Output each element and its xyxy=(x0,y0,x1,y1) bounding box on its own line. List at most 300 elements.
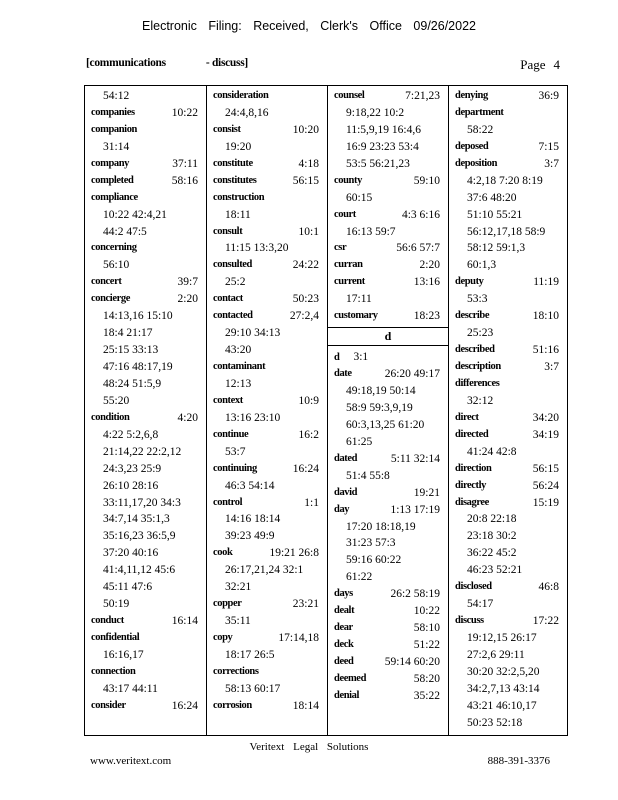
index-continuation xyxy=(213,342,327,359)
index-continuation xyxy=(455,562,567,579)
page-line-references: 37:11 xyxy=(172,157,198,170)
page-line-references: 11:19 xyxy=(533,276,559,289)
page-line-references: 41:24 42:8 xyxy=(467,445,517,458)
index-term: constitute xyxy=(213,157,253,169)
index-entry xyxy=(334,688,448,705)
page-line-references: 43:17 44:11 xyxy=(103,682,158,695)
page-line-references: 46:3 54:14 xyxy=(225,479,275,492)
page-line-references: 19:20 xyxy=(225,140,252,153)
index-term: description xyxy=(455,361,501,372)
index-entry xyxy=(334,274,448,291)
page-line-references: 24:4,8,16 xyxy=(225,106,269,119)
page-line-references: 30:20 32:2,5,20 xyxy=(467,665,540,678)
index-term: corrosion xyxy=(213,699,252,711)
page-line-references: 56:15 xyxy=(292,174,319,187)
index-entry xyxy=(334,637,448,654)
index-term: david xyxy=(334,486,358,498)
index-continuation xyxy=(91,427,206,444)
page-line-references: 17:22 xyxy=(532,615,559,628)
index-continuation xyxy=(455,664,567,681)
index-term: dealt xyxy=(334,605,355,617)
page-line-references: 58:22 xyxy=(467,123,494,136)
page-line-references: 37:20 40:16 xyxy=(103,547,159,560)
index-continuation xyxy=(213,444,327,461)
index-entry xyxy=(91,613,206,630)
index-entry xyxy=(91,240,206,257)
page-line-references: 26:2 58:19 xyxy=(390,588,440,601)
page-line-references: 26:10 28:16 xyxy=(103,479,159,492)
page-line-references: 25:2 xyxy=(225,276,246,289)
page-line-references: 59:10 xyxy=(413,174,440,187)
index-term: constitutes xyxy=(213,174,257,186)
index-continuation xyxy=(455,444,567,461)
index-term: concert xyxy=(91,276,122,288)
page-line-references: 53:5 56:21,23 xyxy=(346,157,410,170)
page-line-references: 56:12,17,18 58:9 xyxy=(467,225,546,238)
index-continuation xyxy=(334,400,448,417)
index-continuation xyxy=(213,681,327,698)
page-line-references: 35:11 xyxy=(225,615,251,628)
index-term: deposed xyxy=(455,140,489,152)
page-line-references: 56:6 57:7 xyxy=(396,242,440,255)
page-line-references: 32:21 xyxy=(225,581,252,594)
index-term: direct xyxy=(455,411,479,423)
index-entry xyxy=(334,257,448,274)
index-entry xyxy=(455,613,567,630)
index-term: condition xyxy=(91,411,130,423)
index-entry xyxy=(334,502,448,519)
page-line-references: 58:13 60:17 xyxy=(225,682,281,695)
page-line-references: 34:7,14 35:1,3 xyxy=(103,513,170,526)
index-term: d xyxy=(334,352,340,364)
index-term: deputy xyxy=(455,276,484,288)
index-term: csr xyxy=(334,242,347,254)
index-term: directed xyxy=(455,428,489,440)
index-continuation xyxy=(455,190,567,207)
index-entry xyxy=(91,105,206,122)
index-entry xyxy=(91,274,206,291)
index-entry xyxy=(455,105,567,122)
index-entry xyxy=(213,596,327,613)
page-line-references: 59:14 60:20 xyxy=(384,656,440,668)
index-continuation xyxy=(213,105,327,122)
index-term: denial xyxy=(334,689,360,701)
page-line-references: 51:10 55:21 xyxy=(467,208,523,221)
page-line-references: 17:20 18:18,19 xyxy=(346,520,416,533)
index-entry xyxy=(213,461,327,478)
page-line-references: 24:22 xyxy=(292,259,319,272)
index-entry xyxy=(334,207,448,224)
index-continuation xyxy=(91,478,206,495)
index-term: deed xyxy=(334,656,354,667)
page-line-references: 12:13 xyxy=(225,377,252,390)
index-term: concerning xyxy=(91,242,137,254)
index-term: contact xyxy=(213,293,243,305)
index-continuation xyxy=(334,105,448,122)
index-term: concierge xyxy=(91,293,130,305)
index-continuation xyxy=(334,434,448,451)
page-line-references: 3:7 xyxy=(544,361,559,373)
page-line-references: 10:22 xyxy=(171,106,198,119)
index-continuation xyxy=(213,579,327,596)
index-entry xyxy=(455,359,567,376)
page-line-references: 43:21 46:10,17 xyxy=(467,699,537,712)
index-continuation xyxy=(455,257,567,274)
page-line-references: 27:2,6 29:11 xyxy=(467,648,525,661)
index-continuation xyxy=(334,190,448,207)
index-continuation xyxy=(455,715,567,732)
index-entry xyxy=(213,156,327,173)
range-end: - discuss] xyxy=(205,57,248,69)
index-continuation xyxy=(455,681,567,698)
index-term: copper xyxy=(213,598,242,610)
index-term: directly xyxy=(455,479,487,491)
index-entry xyxy=(213,630,327,647)
index-entry xyxy=(91,698,206,715)
index-continuation xyxy=(334,139,448,156)
index-continuation xyxy=(91,376,206,393)
page-line-references: 18:23 xyxy=(413,310,440,323)
page-line-references: 15:19 xyxy=(532,496,559,509)
page-line-references: 18:17 26:5 xyxy=(225,648,275,661)
index-entry xyxy=(334,240,448,257)
index-continuation xyxy=(213,139,327,156)
page-line-references: 50:23 52:18 xyxy=(467,716,523,729)
page-line-references: 14:13,16 15:10 xyxy=(103,310,173,323)
page-line-references: 50:19 xyxy=(103,598,130,611)
index-column-4 xyxy=(448,86,567,735)
index-term: continuing xyxy=(213,462,257,474)
page-line-references: 39:7 xyxy=(177,276,198,289)
page-line-references: 7:15 xyxy=(538,140,559,153)
page-line-references: 16:9 23:23 53:4 xyxy=(346,140,419,153)
index-entry xyxy=(455,308,567,325)
page-line-references: 61:22 xyxy=(346,571,373,584)
page-line-references: 49:18,19 50:14 xyxy=(346,385,416,397)
page-line-references: 34:19 xyxy=(532,428,559,441)
page-line-references: 60:1,3 xyxy=(467,259,497,272)
page-line-references: 23:21 xyxy=(292,598,319,611)
page-line-references: 60:3,13,25 61:20 xyxy=(346,418,425,431)
page-line-references: 18:4 21:17 xyxy=(103,327,153,340)
page-line-references: 13:16 23:10 xyxy=(225,411,281,424)
page-line-references: 31:23 57:3 xyxy=(346,537,396,550)
page-line-references: 10:9 xyxy=(298,394,319,407)
page-line-references: 44:2 47:5 xyxy=(103,225,147,238)
index-entry xyxy=(455,342,567,359)
index-continuation xyxy=(91,139,206,156)
index-term: described xyxy=(455,344,495,356)
filing-stamp: Electronic Filing: Received, Clerk's Office 09/26/2022 xyxy=(142,19,476,33)
page-line-references: 33:11,17,20 34:3 xyxy=(103,496,181,509)
page-line-references: 46:23 52:21 xyxy=(467,564,523,577)
index-term: consist xyxy=(213,123,241,135)
index-term: court xyxy=(334,208,356,220)
index-entry xyxy=(455,88,567,105)
page-line-references: 18:11 xyxy=(225,208,251,221)
page-line-references: 19:12,15 26:17 xyxy=(467,632,537,644)
page-line-references: 56:10 xyxy=(103,259,130,272)
page-line-references: 26:20 49:17 xyxy=(384,368,440,381)
index-continuation xyxy=(334,156,448,173)
page-line-references: 17:14,18 xyxy=(278,632,319,644)
page-line-references: 18:10 xyxy=(532,310,559,323)
page-line-references: 5:11 32:14 xyxy=(390,452,440,465)
index-term: day xyxy=(334,503,350,515)
page-line-references: 11:5,9,19 16:4,6 xyxy=(346,123,421,136)
page-line-references: 4:18 xyxy=(298,157,319,170)
page-line-references: 16:24 xyxy=(292,462,319,475)
page-line-references: 4:2,18 7:20 8:19 xyxy=(467,174,543,187)
page-line-references: 61:25 xyxy=(346,435,373,448)
page-line-references: 51:16 xyxy=(532,344,559,357)
index-continuation xyxy=(213,478,327,495)
index-term: dear xyxy=(334,622,353,634)
page-line-references: 16:2 xyxy=(298,428,319,441)
page-line-references: 58:12 59:1,3 xyxy=(467,242,526,255)
index-continuation xyxy=(91,342,206,359)
index-term: corrections xyxy=(213,665,259,677)
index-continuation xyxy=(91,308,206,325)
index-entry xyxy=(91,630,206,647)
index-entry xyxy=(334,485,448,502)
index-term: differences xyxy=(455,377,500,389)
footer-company: Veritext Legal Solutions xyxy=(249,741,369,753)
page-line-references: 58:16 xyxy=(171,174,198,187)
page-line-references: 13:16 xyxy=(413,276,440,289)
page-line-references: 36:22 45:2 xyxy=(467,547,517,560)
index-entry xyxy=(213,698,327,715)
index-entry xyxy=(455,478,567,495)
index-term: contaminant xyxy=(213,361,266,372)
index-continuation xyxy=(334,519,448,536)
index-entry xyxy=(213,257,327,274)
page-line-references: 10:1 xyxy=(298,225,319,238)
index-term: disclosed xyxy=(455,581,492,593)
footer-website: www.veritext.com xyxy=(90,755,172,767)
index-continuation xyxy=(455,596,567,613)
index-continuation xyxy=(334,224,448,241)
index-continuation xyxy=(91,461,206,478)
index-entry xyxy=(91,291,206,308)
index-continuation xyxy=(455,173,567,190)
index-entry xyxy=(213,224,327,241)
index-entry xyxy=(213,190,327,207)
page-line-references: 31:14 xyxy=(103,140,130,153)
index-term: county xyxy=(334,174,362,186)
index-entry xyxy=(455,495,567,512)
index-continuation xyxy=(334,468,448,485)
index-term: curran xyxy=(334,259,363,271)
index-entry xyxy=(91,410,206,427)
page-line-references: 1:1 xyxy=(304,496,319,509)
page-line-references: 51:4 55:8 xyxy=(346,469,390,482)
index-term: continue xyxy=(213,428,249,440)
index-term: consult xyxy=(213,225,243,237)
page-line-references: 48:24 51:5,9 xyxy=(103,377,162,390)
index-term: confidential xyxy=(91,632,140,643)
index-term: connection xyxy=(91,665,136,677)
page-line-references: 60:15 xyxy=(346,191,373,204)
page-line-references: 19:21 26:8 xyxy=(269,547,319,560)
page-line-references: 32:12 xyxy=(467,394,494,407)
index-term: company xyxy=(91,157,130,169)
index-term: cook xyxy=(213,547,233,559)
index-term: conduct xyxy=(91,615,124,627)
page-line-references: 54:12 xyxy=(103,90,130,102)
index-term: deposition xyxy=(455,157,498,169)
page-line-references: 17:11 xyxy=(346,293,372,306)
page-line-references: 16:16,17 xyxy=(103,648,144,661)
page-line-references: 51:22 xyxy=(413,639,440,652)
page-line-references: 59:16 60:22 xyxy=(346,554,402,567)
index-continuation xyxy=(213,647,327,664)
index-continuation xyxy=(213,207,327,224)
index-continuation xyxy=(455,528,567,545)
page-line-references: 47:16 48:17,19 xyxy=(103,361,173,373)
index-range xyxy=(86,57,248,69)
index-entry xyxy=(213,308,327,325)
index-entry xyxy=(213,664,327,681)
index-continuation xyxy=(213,274,327,291)
index-entry xyxy=(213,427,327,444)
index-entry xyxy=(334,654,448,671)
page-line-references: 35:22 xyxy=(413,689,440,702)
index-entry xyxy=(91,190,206,207)
page-line-references: 39:23 49:9 xyxy=(225,530,275,543)
page-line-references: 16:14 xyxy=(171,615,198,628)
page-line-references: 55:20 xyxy=(103,394,130,407)
page-line-references: 4:22 5:2,6,8 xyxy=(103,428,159,441)
page-number-value: 4 xyxy=(553,57,560,72)
page-number xyxy=(520,57,560,73)
page-line-references: 54:17 xyxy=(467,598,494,611)
index-continuation xyxy=(334,417,448,434)
index-entry xyxy=(334,88,448,105)
index-continuation xyxy=(91,325,206,342)
page-line-references: 23:18 30:2 xyxy=(467,530,517,543)
index-term: dated xyxy=(334,452,358,464)
index-table xyxy=(84,85,568,736)
index-continuation xyxy=(455,511,567,528)
page-line-references: 58:20 xyxy=(413,672,440,685)
page-line-references: 18:14 xyxy=(292,699,319,712)
page-line-references: 3:1 xyxy=(353,351,369,364)
index-entry xyxy=(334,173,448,190)
page-line-references: 2:20 xyxy=(419,259,440,272)
page-label: Page xyxy=(520,57,546,72)
index-continuation xyxy=(213,240,327,257)
index-continuation xyxy=(213,410,327,427)
page-line-references: 10:22 42:4,21 xyxy=(103,208,167,221)
index-continuation xyxy=(455,545,567,562)
index-continuation xyxy=(213,613,327,630)
index-continuation xyxy=(91,224,206,241)
page-line-references: 43:20 xyxy=(225,344,252,357)
index-continuation xyxy=(455,224,567,241)
index-term: consider xyxy=(91,699,126,711)
index-continuation xyxy=(455,698,567,715)
index-entry xyxy=(455,376,567,393)
index-term: direction xyxy=(455,462,492,474)
index-column-3 xyxy=(327,86,448,735)
index-entry xyxy=(334,620,448,637)
index-term: date xyxy=(334,368,352,380)
index-term: context xyxy=(213,394,243,406)
index-continuation xyxy=(91,647,206,664)
index-continuation xyxy=(334,569,448,586)
index-entry xyxy=(213,291,327,308)
page-line-references: 58:10 xyxy=(413,622,440,635)
index-entry xyxy=(213,173,327,190)
index-entry xyxy=(213,359,327,376)
page-line-references: 27:2,4 xyxy=(289,310,319,323)
index-term: completed xyxy=(91,174,134,186)
index-continuation xyxy=(91,393,206,410)
index-column-2 xyxy=(206,86,327,735)
index-entry xyxy=(91,156,206,173)
index-continuation xyxy=(91,562,206,579)
index-term: consideration xyxy=(213,90,269,101)
index-entry xyxy=(213,88,327,105)
page-line-references: 36:9 xyxy=(538,90,559,102)
index-continuation xyxy=(334,535,448,552)
index-entry xyxy=(91,173,206,190)
index-term: department xyxy=(455,106,504,118)
page-line-references: 4:3 6:16 xyxy=(401,208,440,221)
index-entry xyxy=(91,122,206,139)
index-continuation xyxy=(213,376,327,393)
index-continuation xyxy=(334,291,448,308)
index-continuation xyxy=(91,596,206,613)
index-continuation xyxy=(455,630,567,647)
index-continuation xyxy=(334,383,448,400)
index-term: construction xyxy=(213,191,265,203)
page-line-references: 11:15 13:3,20 xyxy=(225,242,289,255)
page-line-references: 19:21 xyxy=(413,486,440,499)
index-continuation xyxy=(91,207,206,224)
index-entry xyxy=(334,671,448,688)
page-line-references: 35:16,23 36:5,9 xyxy=(103,530,176,543)
index-term: days xyxy=(334,588,353,600)
index-term: contacted xyxy=(213,310,253,322)
page-line-references: 3:7 xyxy=(544,157,559,170)
index-continuation xyxy=(91,511,206,528)
index-term: consulted xyxy=(213,259,252,271)
index-continuation xyxy=(455,291,567,308)
index-continuation xyxy=(91,528,206,545)
page-line-references: 26:17,21,24 32:1 xyxy=(225,564,304,577)
page-line-references: 16:24 xyxy=(171,699,198,712)
page-line-references: 9:18,22 10:2 xyxy=(346,106,405,119)
page-line-references: 21:14,22 22:2,12 xyxy=(103,445,182,458)
index-continuation xyxy=(455,240,567,257)
index-term: customary xyxy=(334,310,378,322)
page-line-references: 37:6 48:20 xyxy=(467,191,517,204)
index-continuation xyxy=(455,122,567,139)
page-line-references: 24:3,23 25:9 xyxy=(103,462,162,475)
page-line-references: 20:8 22:18 xyxy=(467,513,517,526)
footer-phone: 888-391-3376 xyxy=(487,755,550,767)
index-entry xyxy=(91,664,206,681)
index-continuation xyxy=(91,545,206,562)
index-entry xyxy=(213,495,327,512)
index-continuation xyxy=(213,562,327,579)
index-term: describe xyxy=(455,310,490,322)
index-term: compliance xyxy=(91,191,138,203)
page-line-references: 56:24 xyxy=(532,479,559,492)
index-entry xyxy=(334,603,448,620)
